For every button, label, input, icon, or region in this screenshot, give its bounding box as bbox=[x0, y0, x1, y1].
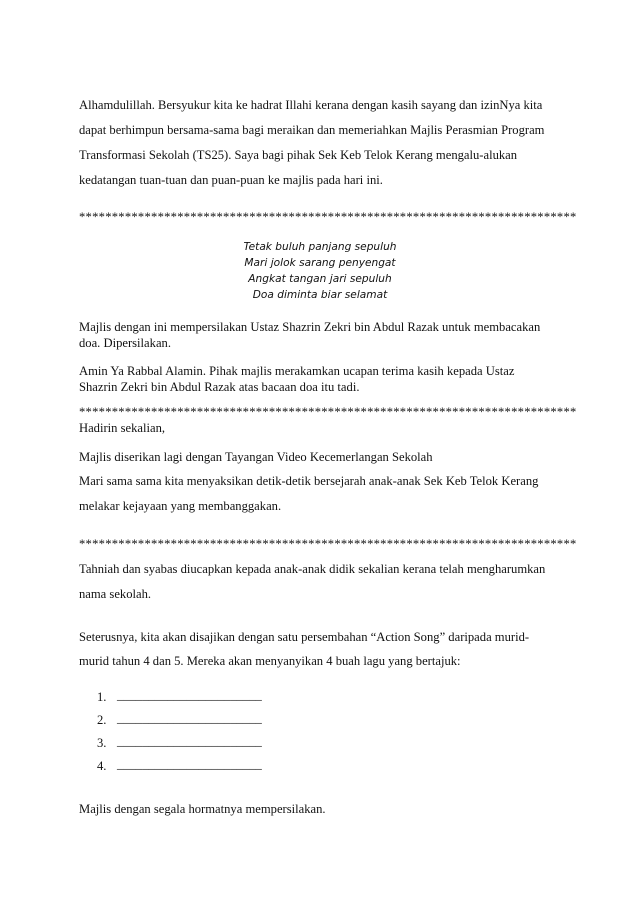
hadirin-line: Hadirin sekalian, bbox=[79, 421, 166, 435]
doa-invite-line-1: Majlis dengan ini mempersilakan Ustaz Shazrin Zekri bin Abdul Razak untuk membacakan bbox=[79, 320, 541, 334]
action-song-line-2: murid tahun 4 dan 5. Mereka akan menyanyikan 4 buah lagu yang bertajuk: bbox=[79, 654, 461, 668]
poem-line-2: Mari jolok sarang penyengat bbox=[244, 257, 396, 269]
separator-2: **************************************************************************** bbox=[79, 405, 577, 419]
closing-line: Majlis dengan segala hormatnya mempersilakan. bbox=[79, 802, 326, 816]
separator-1: **************************************************************************** bbox=[79, 210, 577, 224]
intro-line-3: Transformasi Sekolah (TS25). Saya bagi pihak Sek Keb Telok Kerang mengalu-alukan bbox=[79, 148, 518, 162]
video-line-3: melakar kejayaan yang membanggakan. bbox=[79, 499, 282, 513]
intro-line-1: Alhamdulillah. Bersyukur kita ke hadrat Illahi kerana dengan kasih sayang dan izinNya kita bbox=[79, 98, 543, 112]
song-number-3: 3. bbox=[97, 736, 107, 750]
amin-line-1: Amin Ya Rabbal Alamin. Pihak majlis merakamkan ucapan terima kasih kepada Ustaz bbox=[79, 364, 515, 378]
song-blank-4: _______________________ bbox=[117, 757, 262, 771]
intro-line-4: kedatangan tuan-tuan dan puan-puan ke majlis pada hari ini. bbox=[79, 173, 383, 187]
poem-line-3: Angkat tangan jari sepuluh bbox=[248, 273, 392, 285]
song-blank-2: _______________________ bbox=[117, 711, 262, 725]
song-number-2: 2. bbox=[97, 713, 107, 727]
intro-line-2: dapat berhimpun bersama-sama bagi meraikan dan memeriahkan Majlis Perasmian Program bbox=[79, 123, 545, 137]
doa-invite-line-2: doa. Dipersilakan. bbox=[79, 336, 171, 350]
poem-line-4: Doa diminta biar selamat bbox=[252, 289, 388, 301]
poem-line-1: Tetak buluh panjang sepuluh bbox=[243, 241, 397, 253]
tahniah-line-1: Tahniah dan syabas diucapkan kepada anak-anak didik sekalian kerana telah mengharumkan bbox=[79, 562, 546, 576]
song-number-4: 4. bbox=[97, 759, 107, 773]
tahniah-line-2: nama sekolah. bbox=[79, 587, 152, 601]
action-song-line-1: Seterusnya, kita akan disajikan dengan satu persembahan “Action Song” daripada murid- bbox=[79, 630, 530, 644]
song-blank-1: _______________________ bbox=[117, 688, 262, 702]
video-line-1: Majlis diserikan lagi dengan Tayangan Video Kecemerlangan Sekolah bbox=[79, 450, 433, 464]
amin-line-2: Shazrin Zekri bin Abdul Razak atas bacaan doa itu tadi. bbox=[79, 380, 360, 394]
separator-3: **************************************************************************** bbox=[79, 537, 577, 551]
video-line-2: Mari sama sama kita menyaksikan detik-detik bersejarah anak-anak Sek Keb Telok Kerang bbox=[79, 474, 539, 488]
song-blank-3: _______________________ bbox=[117, 734, 262, 748]
song-number-1: 1. bbox=[97, 690, 107, 704]
